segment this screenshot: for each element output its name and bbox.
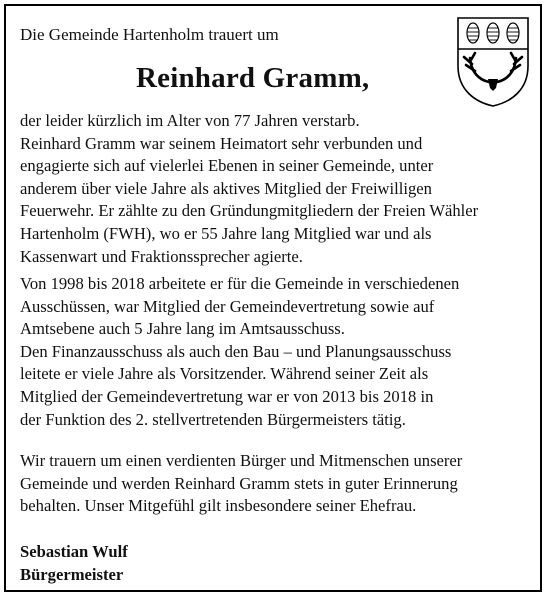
text-line: anderem über viele Jahre als aktives Mitglied der Freiwilligen [20,178,432,198]
text-line: Von 1998 bis 2018 arbeitete er für die Gemeinde in verschiedenen [20,274,460,293]
text-line: der leider kürzlich im Alter von 77 Jahren verstarb. [20,111,360,130]
text-line: leitete er viele Jahre als Vorsitzender. Während seiner Zeit als [20,364,429,384]
signatory-title: Bürgermeister [20,565,124,584]
paragraph-biography [20,110,536,268]
municipal-coat-of-arms-icon [455,16,531,108]
paragraph-municipal-service [20,273,536,431]
intro-line: Die Gemeinde Hartenholm trauert um [20,25,279,44]
text-line: Mitglied der Gemeindevertretung war er von 2013 bis 2018 in [20,386,434,406]
text-line: engagierte sich auf vielerlei Ebenen in seiner Gemeinde, unter [20,156,434,176]
text-line: Kassenwart und Fraktionssprecher agierte. [20,246,303,266]
text-line: Reinhard Gramm war seinem Heimatort sehr verbunden und [20,133,423,153]
signature-block [20,540,128,586]
text-line: Hartenholm (FWH), wo er 55 Jahre lang Mitglied war und als [20,223,432,243]
obituary-notice [4,4,542,592]
text-line: Amtsebene auch 5 Jahre lang im Amtsausschuss. [20,319,345,339]
text-line: Wir trauern um einen verdienten Bürger und Mitmenschen unserer [20,451,463,470]
paragraph-condolence [20,450,536,518]
text-line: der Funktion des 2. stellvertretenden Bürgermeisters tätig. [20,409,406,429]
text-line: Ausschüssen, war Mitglied der Gemeindevertretung sowie auf [20,296,435,316]
deceased-name: Reinhard Gramm, [136,62,370,94]
text-line: Feuerwehr. Er zählte zu den Gründungmitgliedern der Freien Wähler [20,201,479,221]
text-line: Den Finanzausschuss als auch den Bau – und Planungsausschuss [20,341,452,361]
signatory-name: Sebastian Wulf [20,542,128,561]
text-line: Gemeinde und werden Reinhard Gramm stets in guter Erinnerung [20,473,458,493]
text-line: behalten. Unser Mitgefühl gilt insbesondere seiner Ehefrau. [20,496,417,516]
